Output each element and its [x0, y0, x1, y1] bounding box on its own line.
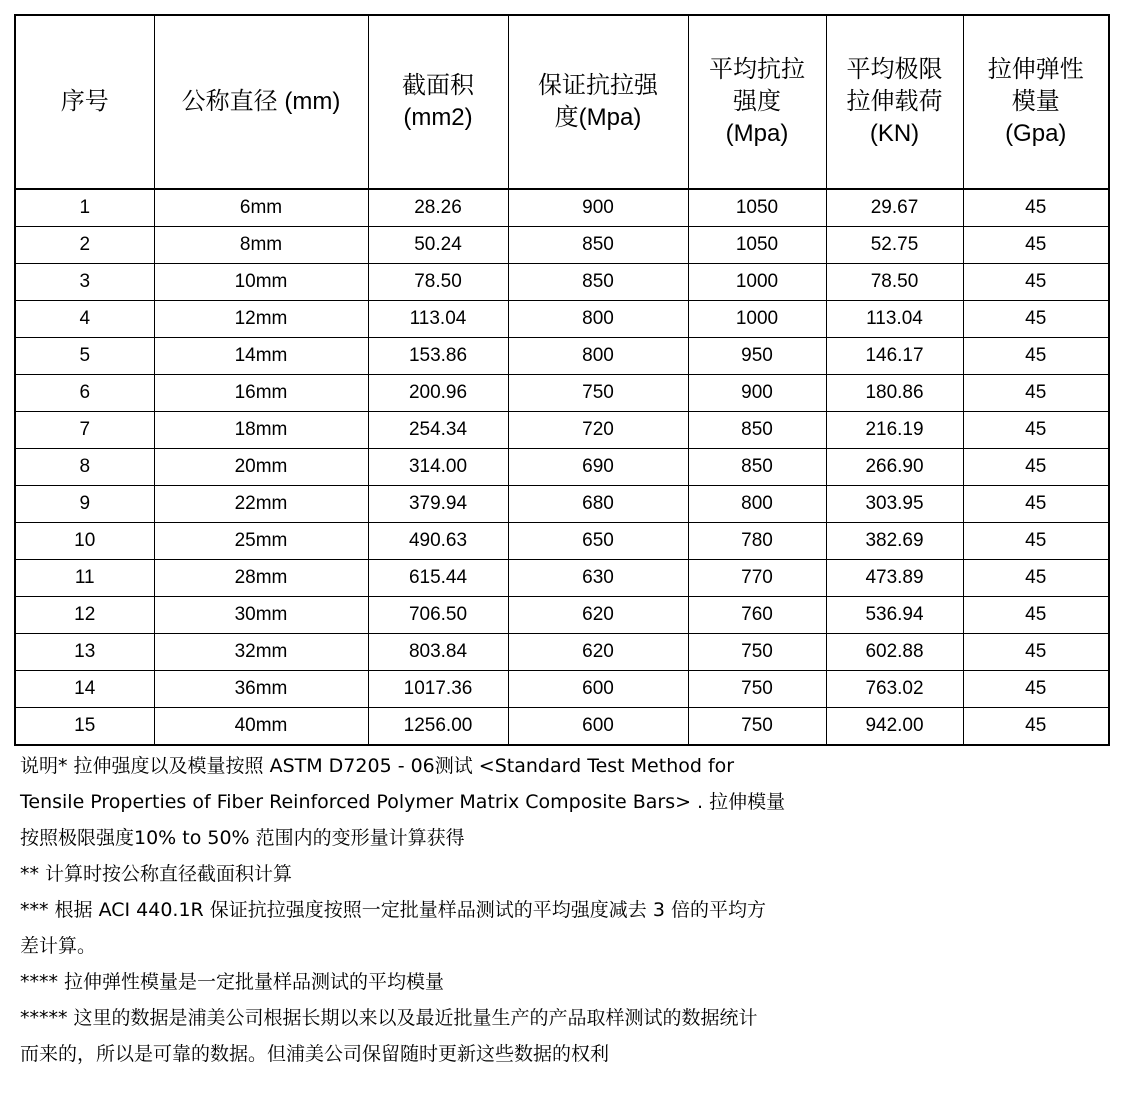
cell-index: 10 [15, 523, 154, 560]
cell-nominal-diameter: 8mm [154, 227, 368, 264]
table-row [15, 708, 1109, 746]
cell-average-ultimate-load: 266.90 [826, 449, 963, 486]
cell-average-tensile-strength: 780 [688, 523, 826, 560]
cell-index: 14 [15, 671, 154, 708]
note-line: ** 计算时按公称直径截面积计算 [20, 863, 293, 885]
header-average-tensile-strength [688, 15, 826, 189]
cell-guaranteed-tensile-strength: 800 [508, 338, 688, 375]
cell-guaranteed-tensile-strength: 600 [508, 671, 688, 708]
cell-average-ultimate-load: 146.17 [826, 338, 963, 375]
note-line: ***** 这里的数据是浦美公司根据长期以来以及最近批量生产的产品取样测试的数据统计 [20, 1007, 758, 1029]
table-row [15, 375, 1109, 412]
cell-cross-section-area: 28.26 [368, 189, 508, 227]
cell-tensile-modulus: 45 [963, 634, 1109, 671]
header-guaranteed-tensile-strength [508, 15, 688, 189]
header-line: (Mpa) [725, 120, 789, 147]
note-line: *** 根据 ACI 440.1R 保证抗拉强度按照一定批量样品测试的平均强度减去 3 倍的平均方 [20, 899, 766, 921]
cell-index: 13 [15, 634, 154, 671]
table-row [15, 338, 1109, 375]
cell-tensile-modulus: 45 [963, 708, 1109, 746]
cell-average-ultimate-load: 942.00 [826, 708, 963, 746]
cell-average-ultimate-load: 473.89 [826, 560, 963, 597]
cell-average-ultimate-load: 303.95 [826, 486, 963, 523]
cell-average-tensile-strength: 900 [688, 375, 826, 412]
cell-tensile-modulus: 45 [963, 560, 1109, 597]
cell-nominal-diameter: 12mm [154, 301, 368, 338]
cell-cross-section-area: 314.00 [368, 449, 508, 486]
cell-nominal-diameter: 30mm [154, 597, 368, 634]
cell-index: 8 [15, 449, 154, 486]
header-line: 强度 [733, 88, 781, 115]
table-row [15, 412, 1109, 449]
cell-guaranteed-tensile-strength: 850 [508, 264, 688, 301]
cell-nominal-diameter: 36mm [154, 671, 368, 708]
header-line: 公称直径 (mm) [181, 88, 341, 115]
note-line: 而来的，所以是可靠的数据。但浦美公司保留随时更新这些数据的权利 [20, 1043, 610, 1065]
cell-nominal-diameter: 32mm [154, 634, 368, 671]
cell-cross-section-area: 803.84 [368, 634, 508, 671]
cell-average-ultimate-load: 382.69 [826, 523, 963, 560]
cell-average-tensile-strength: 1050 [688, 227, 826, 264]
table-row [15, 486, 1109, 523]
cell-nominal-diameter: 14mm [154, 338, 368, 375]
cell-nominal-diameter: 18mm [154, 412, 368, 449]
cell-index: 6 [15, 375, 154, 412]
cell-cross-section-area: 254.34 [368, 412, 508, 449]
cell-average-tensile-strength: 1000 [688, 301, 826, 338]
cell-cross-section-area: 113.04 [368, 301, 508, 338]
table-row [15, 597, 1109, 634]
note-line: 差计算。 [20, 935, 97, 957]
table-row [15, 523, 1109, 560]
cell-tensile-modulus: 45 [963, 671, 1109, 708]
cell-average-tensile-strength: 800 [688, 486, 826, 523]
cell-cross-section-area: 1017.36 [368, 671, 508, 708]
cell-index: 12 [15, 597, 154, 634]
cell-average-tensile-strength: 770 [688, 560, 826, 597]
cell-guaranteed-tensile-strength: 850 [508, 227, 688, 264]
table-row [15, 189, 1109, 227]
header-line: 平均极限 [846, 56, 943, 83]
header-line: 拉伸弹性 [987, 56, 1084, 83]
cell-index: 11 [15, 560, 154, 597]
header-line: 模量 [1011, 88, 1060, 115]
cell-tensile-modulus: 45 [963, 375, 1109, 412]
cell-guaranteed-tensile-strength: 750 [508, 375, 688, 412]
cell-cross-section-area: 706.50 [368, 597, 508, 634]
header-line: 序号 [60, 88, 109, 115]
table-row [15, 264, 1109, 301]
cell-tensile-modulus: 45 [963, 264, 1109, 301]
specification-table [14, 14, 1110, 746]
cell-guaranteed-tensile-strength: 720 [508, 412, 688, 449]
cell-guaranteed-tensile-strength: 630 [508, 560, 688, 597]
cell-tensile-modulus: 45 [963, 449, 1109, 486]
cell-guaranteed-tensile-strength: 800 [508, 301, 688, 338]
cell-index: 9 [15, 486, 154, 523]
note-line: 按照极限强度10% to 50% 范围内的变形量计算获得 [20, 827, 465, 849]
header-line: (Gpa) [1005, 120, 1067, 147]
cell-tensile-modulus: 45 [963, 412, 1109, 449]
header-line: 截面积 [402, 72, 474, 99]
table-row [15, 560, 1109, 597]
cell-average-ultimate-load: 536.94 [826, 597, 963, 634]
header-row [15, 15, 1109, 189]
cell-tensile-modulus: 45 [963, 338, 1109, 375]
table-row [15, 671, 1109, 708]
cell-average-tensile-strength: 1000 [688, 264, 826, 301]
cell-nominal-diameter: 40mm [154, 708, 368, 746]
cell-average-ultimate-load: 52.75 [826, 227, 963, 264]
table-body [15, 189, 1109, 745]
cell-index: 1 [15, 189, 154, 227]
header-line: 度(Mpa) [554, 104, 642, 131]
header-line: 平均抗拉 [709, 56, 805, 83]
cell-average-ultimate-load: 602.88 [826, 634, 963, 671]
cell-nominal-diameter: 16mm [154, 375, 368, 412]
cell-tensile-modulus: 45 [963, 486, 1109, 523]
header-cross-section-area [368, 15, 508, 189]
cell-cross-section-area: 153.86 [368, 338, 508, 375]
table-row [15, 449, 1109, 486]
notes-section [20, 748, 1000, 1072]
cell-average-ultimate-load: 216.19 [826, 412, 963, 449]
cell-cross-section-area: 50.24 [368, 227, 508, 264]
cell-average-ultimate-load: 180.86 [826, 375, 963, 412]
cell-average-ultimate-load: 29.67 [826, 189, 963, 227]
cell-average-ultimate-load: 78.50 [826, 264, 963, 301]
cell-average-tensile-strength: 760 [688, 597, 826, 634]
header-tensile-modulus [963, 15, 1109, 189]
cell-nominal-diameter: 6mm [154, 189, 368, 227]
header-average-ultimate-load [826, 15, 963, 189]
table-row [15, 227, 1109, 264]
cell-average-ultimate-load: 113.04 [826, 301, 963, 338]
cell-index: 5 [15, 338, 154, 375]
header-line: (KN) [869, 120, 920, 147]
cell-guaranteed-tensile-strength: 680 [508, 486, 688, 523]
cell-average-tensile-strength: 750 [688, 708, 826, 746]
cell-nominal-diameter: 22mm [154, 486, 368, 523]
header-line: 保证抗拉强 [538, 72, 658, 99]
note-line: **** 拉伸弹性模量是一定批量样品测试的平均模量 [20, 971, 445, 993]
cell-cross-section-area: 200.96 [368, 375, 508, 412]
cell-guaranteed-tensile-strength: 690 [508, 449, 688, 486]
cell-cross-section-area: 1256.00 [368, 708, 508, 746]
cell-index: 15 [15, 708, 154, 746]
cell-cross-section-area: 379.94 [368, 486, 508, 523]
cell-tensile-modulus: 45 [963, 189, 1109, 227]
cell-guaranteed-tensile-strength: 900 [508, 189, 688, 227]
cell-average-tensile-strength: 950 [688, 338, 826, 375]
cell-guaranteed-tensile-strength: 600 [508, 708, 688, 746]
cell-nominal-diameter: 10mm [154, 264, 368, 301]
note-line: 说明* 拉伸强度以及模量按照 ASTM D7205 - 06测试 <Standard Test Method for [20, 755, 735, 777]
table-row [15, 301, 1109, 338]
cell-guaranteed-tensile-strength: 620 [508, 597, 688, 634]
cell-average-tensile-strength: 850 [688, 449, 826, 486]
cell-guaranteed-tensile-strength: 650 [508, 523, 688, 560]
header-line: 拉伸载荷 [846, 88, 943, 115]
cell-cross-section-area: 490.63 [368, 523, 508, 560]
cell-tensile-modulus: 45 [963, 523, 1109, 560]
cell-average-tensile-strength: 850 [688, 412, 826, 449]
cell-nominal-diameter: 28mm [154, 560, 368, 597]
table-header [15, 15, 1109, 189]
cell-cross-section-area: 615.44 [368, 560, 508, 597]
table-row [15, 634, 1109, 671]
cell-index: 2 [15, 227, 154, 264]
cell-tensile-modulus: 45 [963, 597, 1109, 634]
cell-average-tensile-strength: 1050 [688, 189, 826, 227]
cell-index: 4 [15, 301, 154, 338]
cell-nominal-diameter: 25mm [154, 523, 368, 560]
header-nominal-diameter [154, 15, 368, 189]
cell-tensile-modulus: 45 [963, 227, 1109, 264]
header-index [15, 15, 154, 189]
cell-average-tensile-strength: 750 [688, 634, 826, 671]
header-line: (mm2) [403, 104, 473, 131]
cell-tensile-modulus: 45 [963, 301, 1109, 338]
cell-index: 7 [15, 412, 154, 449]
cell-average-tensile-strength: 750 [688, 671, 826, 708]
cell-cross-section-area: 78.50 [368, 264, 508, 301]
cell-average-ultimate-load: 763.02 [826, 671, 963, 708]
cell-nominal-diameter: 20mm [154, 449, 368, 486]
cell-guaranteed-tensile-strength: 620 [508, 634, 688, 671]
cell-index: 3 [15, 264, 154, 301]
note-line: Tensile Properties of Fiber Reinforced Polymer Matrix Composite Bars> . 拉伸模量 [20, 791, 786, 813]
